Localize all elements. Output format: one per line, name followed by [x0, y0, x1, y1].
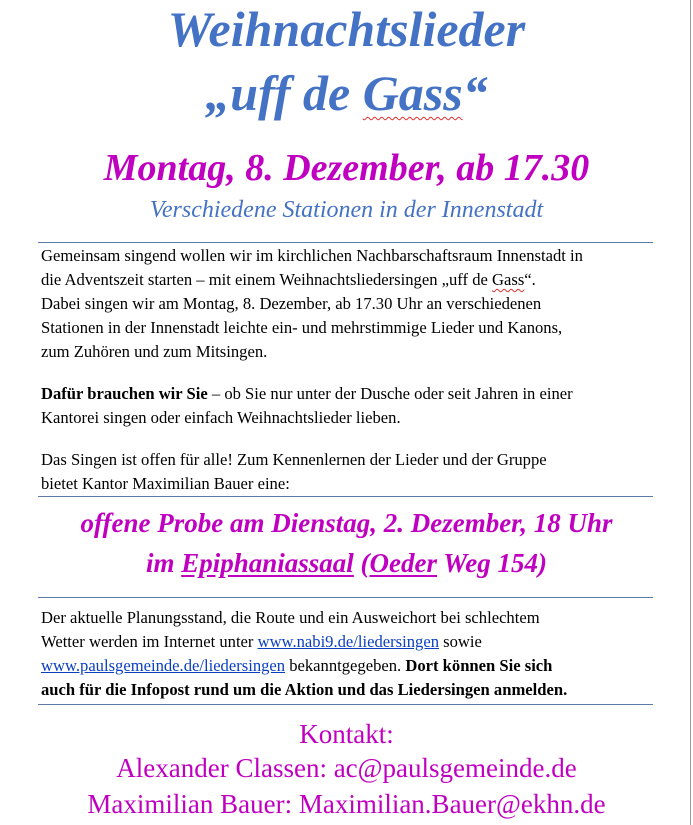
intro-line: Dabei singen wir am Montag, 8. Dezember, ab 17.30 Uhr an verschiedenen — [41, 294, 542, 313]
info-paragraph: Der aktuelle Planungsstand, die Route und ein Ausweichort bei schlechtem Wetter werden im Internet unter www.nabi9.de/liedersingen sowie www.paulsgemeinde.de/liedersingen bekanntgegeben. Dort können Sie sich auch für die Infopost rund um die Aktion und das Liedersingen anmelden. — [41, 608, 568, 699]
probe-line-1: offene Probe am Dienstag, 2. Dezember, 18 Uhr — [80, 508, 613, 538]
title-line-1: Weihnachtslieder — [167, 1, 526, 57]
divider-probe-top — [38, 496, 653, 497]
contact-person-2: Maximilian Bauer: Maximilian.Bauer@ekhn.de — [87, 789, 606, 819]
title-gass-word: Gass — [362, 65, 463, 121]
probe-line-2: im Epiphaniassaal (Oeder Weg 154) — [145, 548, 548, 578]
intro-gass-word: Gass — [492, 270, 525, 289]
event-location: Verschiedene Stationen in der Innenstadt — [149, 197, 544, 223]
contact-heading: Kontakt: — [299, 719, 394, 749]
intro-line: die Adventszeit starten – mit einem Weihnachtsliedersingen „uff de Gass“. — [41, 270, 536, 289]
title-quote-open: „uff de — [205, 65, 363, 121]
title-quote-close: “ — [462, 65, 488, 121]
contact-person-1: Alexander Classen: ac@paulsgemeinde.de — [116, 753, 577, 783]
link-nabi9[interactable]: www.nabi9.de/liedersingen — [257, 632, 439, 651]
link-paulsgemeinde[interactable]: www.paulsgemeinde.de/liedersingen — [41, 656, 286, 675]
need-paragraph: Dafür brauchen wir Sie – ob Sie nur unter der Dusche oder seit Jahren in einer Kantorei singen oder einfach Weihnachtslieder lieben. — [41, 384, 573, 427]
probe-place: Epiphaniassaal — [181, 548, 354, 578]
need-bold: Dafür brauchen wir Sie — [41, 384, 208, 403]
intro-paragraph — [41, 244, 656, 364]
title-line-2 — [0, 64, 693, 122]
intro-line: Stationen in der Innenstadt leichte ein- und mehrstimmige Lieder und Kanons, — [41, 318, 563, 337]
probe-street: Oeder — [369, 548, 438, 578]
divider-probe-bottom — [38, 597, 653, 598]
page-edge — [690, 0, 691, 825]
intro-line: zum Zuhören und zum Mitsingen. — [41, 342, 268, 361]
divider-bottom — [38, 704, 653, 705]
divider-top — [38, 242, 653, 243]
open-paragraph: Das Singen ist offen für alle! Zum Kennenlernen der Lieder und der Gruppe bietet Kantor Maximilian Bauer eine: — [41, 450, 547, 493]
event-date: Montag, 8. Dezember, ab 17.30 — [103, 147, 590, 189]
intro-line: Gemeinsam singend wollen wir im kirchlichen Nachbarschaftsraum Innenstadt in — [41, 246, 583, 265]
